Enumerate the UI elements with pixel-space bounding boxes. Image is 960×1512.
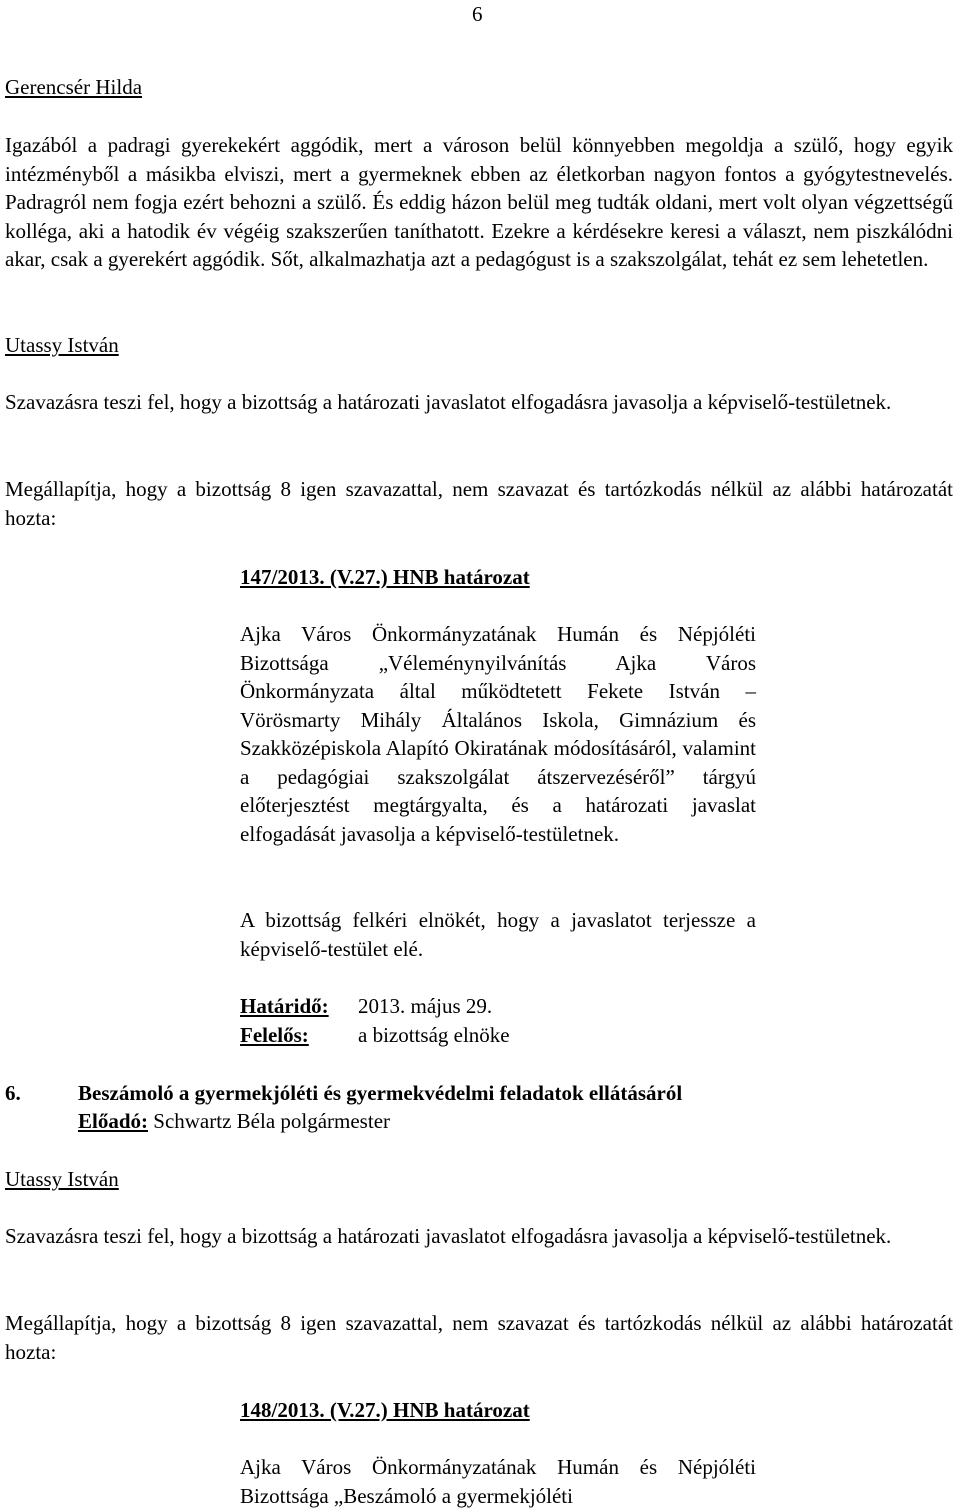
deadline-label: Határidő: bbox=[240, 994, 329, 1018]
vote-call: Szavazásra teszi fel, hogy a bizottság a határozati javaslatot elfogadásra javasolja a képviselő-testületnek. bbox=[5, 1224, 892, 1248]
presenter-label: Előadó: bbox=[78, 1109, 149, 1133]
responsible-label: Felelős: bbox=[240, 1023, 309, 1047]
speaker-name: Utassy István bbox=[5, 1167, 119, 1191]
presenter-value: Schwartz Béla polgármester bbox=[153, 1109, 391, 1133]
agenda-item-number: 6. bbox=[5, 1081, 21, 1105]
vote-result: Megállapítja, hogy a bizottság 8 igen szavazattal, nem szavazat és tartózkodás nélkül az alábbi határozatát hozta: bbox=[5, 477, 953, 530]
paragraph: Igazából a padragi gyerekekért aggódik, mert a városon belül könnyebben megoldja a szülő, hogy egyik intézményből a másikba elviszi, mert a gyermeknek ebben az életkorban nagyon fontos a gyógytestnevelés. Padragról nem fogja ezért behozni a szülő. És eddig házon belül meg tudták oldani, mert volt olyan végzettségű kolléga, aki a hatodik év végéig szakszerűen taníthatott. Ezekre a kérdésekre keresi a választ, nem piszkálódni akar, csak a gyerekért aggódik. Sőt, alkalmazhatja azt a pedagógust is a szakszolgálat, tehát ez sem lehetetlen. bbox=[5, 133, 953, 271]
resolution-body: Ajka Város Önkormányzatának Humán és Népjóléti Bizottsága „Beszámoló a gyermekjóléti bbox=[240, 1455, 756, 1508]
resolution-body: Ajka Város Önkormányzatának Humán és Népjóléti Bizottsága „Véleménynyilvánítás Ajka Város Önkormányzata által működtetett Fekete István – Vörösmarty Mihály Általános Iskola, Gimnázium és Szakközépiskola Alapító Okiratának módosításáról, valamint a pedagógiai szakszolgálat átszervezéséről” tárgyú előterjesztést megtárgyalta, és a határozati javaslat elfogadását javasolja a képviselő-testületnek. bbox=[240, 622, 756, 846]
deadline-row bbox=[240, 992, 492, 1021]
speaker-name: Gerencsér Hilda bbox=[5, 75, 143, 99]
resolution-request: A bizottság felkéri elnökét, hogy a javaslatot terjessze a képviselő-testület elé. bbox=[240, 908, 756, 961]
responsible-row bbox=[240, 1021, 510, 1050]
responsible-value: a bizottság elnöke bbox=[358, 1023, 510, 1047]
agenda-item-title: Beszámoló a gyermekjóléti és gyermekvédelmi feladatok ellátásáról bbox=[78, 1081, 683, 1105]
speaker-name: Utassy István bbox=[5, 333, 119, 357]
vote-call: Szavazásra teszi fel, hogy a bizottság a határozati javaslatot elfogadásra javasolja a képviselő-testületnek. bbox=[5, 390, 892, 414]
vote-result: Megállapítja, hogy a bizottság 8 igen szavazattal, nem szavazat és tartózkodás nélkül az alábbi határozatát hozta: bbox=[5, 1311, 953, 1364]
page-number: 6 bbox=[472, 2, 483, 26]
resolution-title: 148/2013. (V.27.) HNB határozat bbox=[240, 1398, 530, 1422]
resolution-title: 147/2013. (V.27.) HNB határozat bbox=[240, 565, 530, 589]
presenter-row bbox=[78, 1107, 390, 1136]
deadline-value: 2013. május 29. bbox=[358, 994, 493, 1018]
agenda-item bbox=[5, 1079, 953, 1108]
